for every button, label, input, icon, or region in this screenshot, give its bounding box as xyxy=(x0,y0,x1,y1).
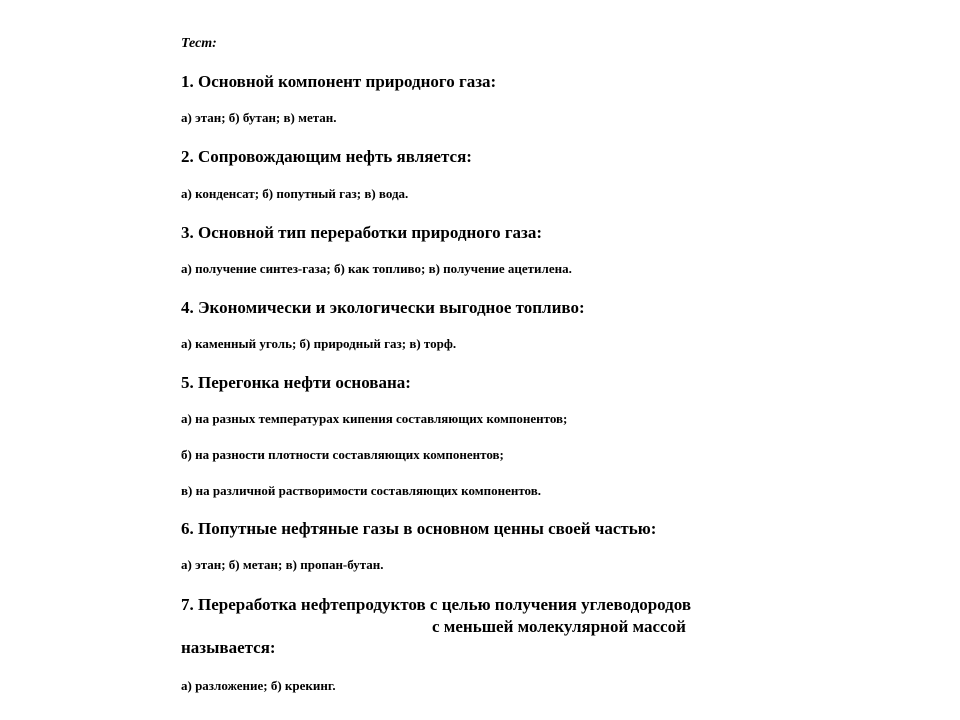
question-7-line-2: с меньшей молекулярной массой xyxy=(432,617,686,636)
answer-5b: б) на разности плотности составляющих компонентов; xyxy=(181,447,504,462)
answers-2: а) конденсат; б) попутный газ; в) вода. xyxy=(181,186,409,201)
answer-5c: в) на различной растворимости составляющих компонентов. xyxy=(181,483,541,498)
question-1: 1. Основной компонент природного газа: xyxy=(181,72,497,91)
answer-5a: а) на разных температурах кипения составляющих компонентов; xyxy=(181,411,568,426)
question-6: 6. Попутные нефтяные газы в основном ценны своей частью: xyxy=(181,519,657,538)
question-4: 4. Экономически и экологически выгодное топливо: xyxy=(181,298,585,317)
answers-7: а) разложение; б) крекинг. xyxy=(181,678,336,693)
question-3: 3. Основной тип переработки природного газа: xyxy=(181,223,543,242)
document-title: Тест: xyxy=(181,36,217,51)
question-7-line-3: называется: xyxy=(181,638,276,657)
answers-6: а) этан; б) метан; в) пропан-бутан. xyxy=(181,557,384,572)
answers-4: а) каменный уголь; б) природный газ; в) торф. xyxy=(181,336,457,351)
question-7-line-1: 7. Переработка нефтепродуктов с целью получения углеводородов xyxy=(181,595,692,614)
question-2: 2. Сопровождающим нефть является: xyxy=(181,147,472,166)
question-5: 5. Перегонка нефти основана: xyxy=(181,373,411,392)
answers-1: а) этан; б) бутан; в) метан. xyxy=(181,110,337,125)
answers-3: а) получение синтез-газа; б) как топливо; в) получение ацетилена. xyxy=(181,261,572,276)
